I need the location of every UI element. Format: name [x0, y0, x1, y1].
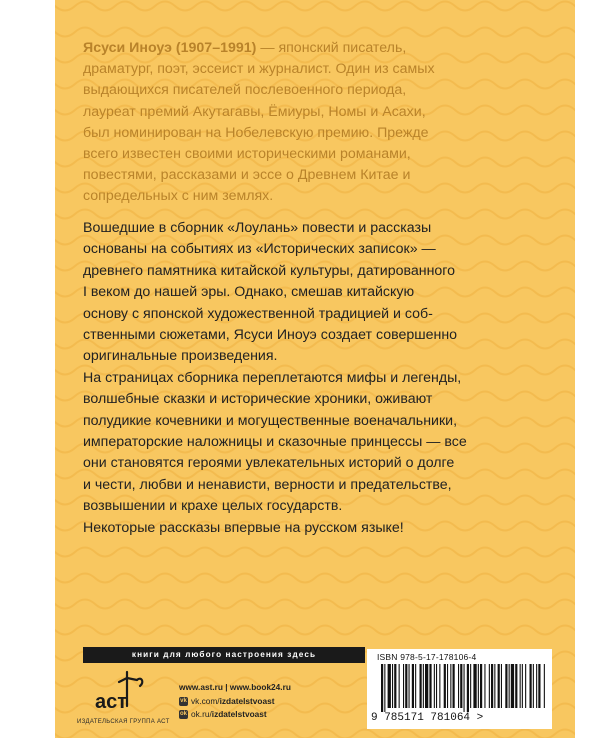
barcode-bar: [384, 664, 385, 712]
author-bio: [83, 38, 553, 208]
barcode-bar: [415, 664, 416, 708]
barcode-bar: [489, 664, 490, 708]
pattern-wave: [55, 600, 575, 609]
barcode-bar: [536, 664, 537, 708]
pattern-wave: [55, 574, 575, 583]
pattern-wave: [55, 626, 575, 635]
barcode-bar: [405, 664, 407, 708]
barcode-bar: [533, 664, 534, 708]
ok-icon: ok: [179, 711, 187, 718]
barcode-digits: 9 785171 781064 >: [371, 712, 484, 724]
back-cover: [55, 0, 575, 738]
text-line: основу с японской художественной традицией и соб-: [83, 305, 433, 322]
description-paragraph: [83, 218, 563, 368]
bio-line: драматург, поэт, эссеист и журналист. Один из самых: [83, 61, 435, 78]
barcode-bar: [425, 664, 428, 708]
publisher-links: [179, 681, 291, 722]
ok-link-handle[interactable]: izdatelstvoast: [211, 709, 267, 719]
barcode-bar: [403, 664, 404, 708]
barcode-bar: [450, 664, 451, 708]
barcode-bar: [412, 664, 414, 708]
pattern-wave: [55, 28, 575, 37]
publisher-name: ИЗДАТЕЛЬСКАЯ ГРУППА АСТ: [77, 719, 170, 725]
ast-logo: [91, 668, 151, 724]
barcode-bar: [491, 664, 493, 708]
barcode-bar: [480, 664, 482, 708]
bio-line: выдающихся писателей послевоенного периода,: [83, 82, 407, 99]
author-name: Ясуси Иноуэ (1907–1991): [83, 40, 257, 56]
barcode-bar: [498, 664, 500, 708]
barcode-bar: [458, 664, 459, 708]
bio-line: лауреат премий Акутагавы, Ёмиуры, Номы и Асахи,: [83, 103, 426, 120]
barcode-bar: [525, 664, 526, 708]
barcode-bar: [515, 664, 517, 708]
websites-text[interactable]: www.ast.ru | www.book24.ru: [179, 682, 291, 692]
barcode-bar: [453, 664, 455, 708]
text-line: ственными сюжетами, Ясуси Иноуэ создает совершенно: [83, 327, 458, 344]
text-line: оригинальные произведения.: [83, 348, 278, 365]
bio-line: — японский писатель,: [256, 40, 407, 56]
text-line: I веком до нашей эры. Однако, смешав китайскую: [83, 284, 415, 301]
barcode-bar: [460, 664, 462, 708]
vk-icon: vk: [180, 697, 187, 704]
text-line: Вошедшие в сборник «Лоулань» повести и рассказы: [83, 220, 432, 236]
vk-link-prefix[interactable]: vk.com/: [191, 695, 220, 706]
text-line: На страницах сборника переплетаются мифы и легенды,: [83, 369, 462, 386]
barcode-bar: [494, 664, 495, 708]
text-line: они становятся героями увлекательных историй о долге: [83, 455, 455, 472]
barcode-bar: [464, 664, 465, 712]
barcode-bar: [505, 664, 507, 708]
barcode-bar: [447, 664, 448, 708]
barcode-bar: [478, 664, 479, 708]
ok-row[interactable]: [179, 708, 291, 722]
barcode-bar: [436, 664, 437, 708]
vk-link-handle[interactable]: izdatelstvoast: [219, 695, 275, 706]
barcode-bar: [509, 664, 510, 708]
barcode-bar: [473, 664, 476, 708]
barcode-bar: [444, 664, 446, 708]
barcode-panel: [367, 649, 552, 729]
barcode-bar: [388, 664, 391, 708]
barcode-bar: [381, 664, 383, 712]
barcode-bar: [399, 664, 400, 708]
websites-row: [179, 681, 291, 695]
description-paragraph: [83, 368, 563, 518]
barcode-bar: [434, 664, 435, 708]
barcode-bar: [501, 664, 502, 708]
barcode-bar: [530, 664, 532, 708]
barcode-bar: [423, 664, 424, 708]
barcode-bar: [420, 664, 422, 708]
ast-logo-text: аст: [95, 691, 128, 713]
tagline-banner: книги для любого настроения здесь: [83, 647, 365, 663]
text-line: и чести, любви и ненависти, верности и предательстве,: [83, 476, 452, 493]
text-line: волшебные сказки и исторические хроники, оживают: [83, 391, 433, 408]
isbn-number: ISBN 978-5-17-178106-4: [377, 652, 477, 662]
barcode-bar: [439, 664, 440, 708]
bio-line: повестями, рассказами и эссе о Древнем Китае и: [83, 167, 411, 184]
barcode-bars: [381, 664, 545, 712]
barcode-bar: [429, 664, 431, 708]
barcode-bar: [538, 664, 540, 708]
text-line: основаны на событиях из «Исторических записок» —: [83, 241, 436, 258]
book-description: [83, 218, 563, 539]
barcode-bar: [409, 664, 410, 708]
ok-link-prefix[interactable]: ok.ru/: [191, 709, 212, 719]
vk-row[interactable]: [179, 695, 291, 709]
pattern-wave: [55, 548, 575, 557]
barcode-bar: [544, 664, 545, 708]
pattern-wave: [55, 730, 575, 739]
text-line: древнего памятника китайской культуры, датированного: [83, 262, 456, 279]
bio-line: был номинирован на Нобелевскую премию. Прежде: [83, 124, 429, 141]
bio-line: всего известен своими историческими романами,: [83, 146, 411, 163]
text-line: возвышении и крахе целых государств.: [83, 498, 343, 515]
barcode-bar: [511, 664, 514, 708]
text-line: императорские наложницы и сказочные принцессы — все: [83, 434, 467, 451]
text-line: полудикие кочевники и могущественные военачальники,: [83, 412, 458, 429]
pattern-wave: [55, 2, 575, 11]
barcode-bar: [470, 664, 471, 708]
barcode-bar: [394, 664, 396, 708]
bio-line: сопредельных с ним землях.: [83, 188, 274, 205]
barcode-bar: [392, 664, 393, 708]
text-line: Некоторые рассказы впервые на русском языке!: [83, 519, 404, 536]
barcode-bar: [520, 664, 521, 708]
barcode-bar: [522, 664, 523, 708]
barcode-bar: [467, 664, 469, 712]
description-paragraph: [83, 518, 563, 539]
barcode-bar: [484, 664, 485, 708]
